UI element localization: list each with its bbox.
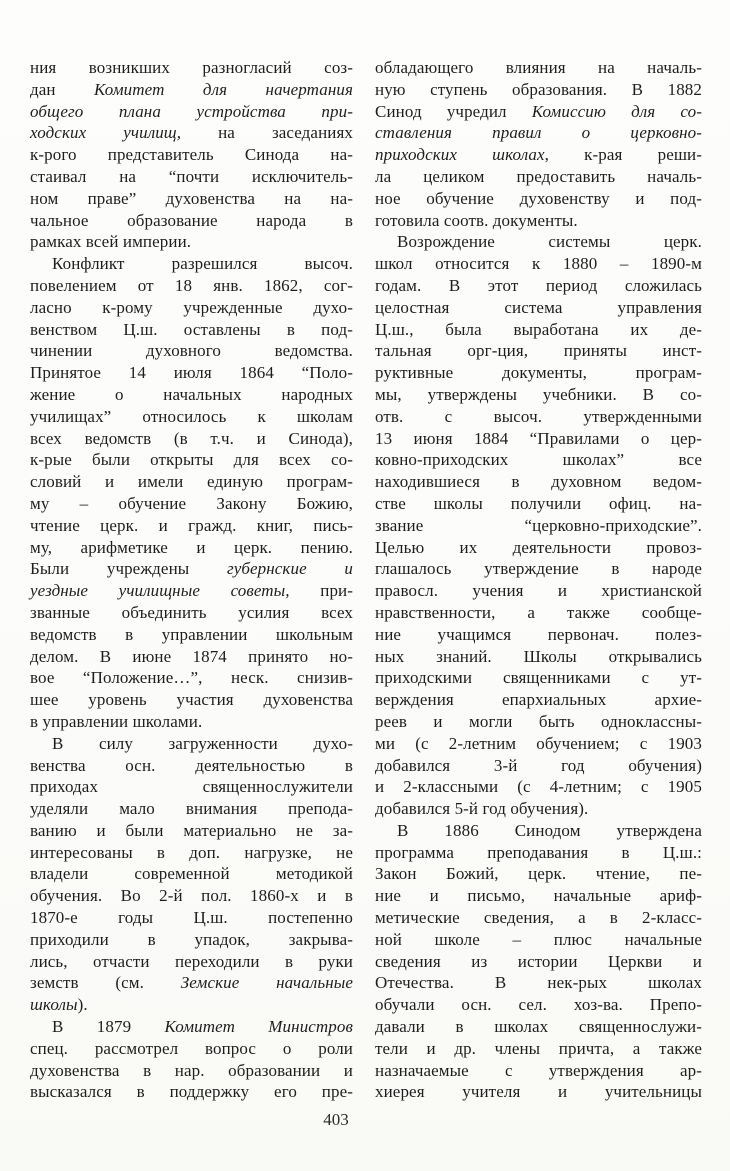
text-line <box>30 101 353 123</box>
text-run: венством Ц.ш. оставлены в под- <box>30 319 353 339</box>
italic-text-run: Комиссию для со- <box>531 101 702 121</box>
text-line <box>30 319 353 341</box>
text-run: приходах священнослужители <box>30 777 353 797</box>
text-line <box>30 144 353 166</box>
text-run: добавился 5-й год обучения). <box>375 799 589 819</box>
text-run: ной школе – плюс начальные <box>375 929 702 949</box>
text-run: мы, утверждены учебники. В со- <box>375 384 702 404</box>
text-line <box>375 624 702 646</box>
text-line <box>30 449 353 471</box>
text-run: ном праве” духовенства на на- <box>30 188 353 208</box>
text-run: ние и письмо, начальные ариф- <box>375 886 702 906</box>
text-line <box>30 406 353 428</box>
text-line <box>375 144 702 166</box>
text-line <box>375 646 702 668</box>
text-run: к-рого представитель Синода на- <box>30 145 353 165</box>
text-run: сведения из истории Церкви и <box>375 951 702 971</box>
italic-text-run: Земские начальные <box>180 973 353 993</box>
text-run: , к-рая реши- <box>544 145 702 165</box>
text-run: интересованы в доп. нагрузке, не <box>30 842 353 862</box>
text-column-left <box>30 57 353 1103</box>
text-line <box>30 798 353 820</box>
text-line <box>30 1038 353 1060</box>
text-line <box>30 602 353 624</box>
text-run: обладающего влияния на началь- <box>375 58 702 77</box>
text-run: уделяли мало внимания препода- <box>30 799 353 819</box>
text-line <box>30 275 353 297</box>
text-run: назначаемые с утверждения ар- <box>375 1060 702 1080</box>
text-run: чинении духовного ведомства. <box>30 341 353 361</box>
text-line <box>30 340 353 362</box>
text-line <box>375 776 702 798</box>
text-line <box>30 733 353 755</box>
text-run: ное обучение духовенству и под- <box>375 188 702 208</box>
text-line <box>375 449 702 471</box>
text-run: метические сведения, а в 2-класс- <box>375 908 702 928</box>
text-line <box>375 863 702 885</box>
text-line <box>30 820 353 842</box>
text-run: 1870-е годы Ц.ш. постепенно <box>30 908 353 928</box>
italic-text-run: ставления правил о церковно- <box>375 123 702 143</box>
text-line <box>30 580 353 602</box>
text-line <box>375 384 702 406</box>
text-run: ла целиком предоставить началь- <box>375 166 702 186</box>
text-line <box>375 558 702 580</box>
text-line <box>30 667 353 689</box>
text-line <box>30 885 353 907</box>
text-line <box>30 210 353 232</box>
text-run: высказался в поддержку его пре- <box>30 1082 353 1102</box>
page-number: 403 <box>323 1110 349 1129</box>
text-run: ми (с 2-летним обучением; с 1903 <box>375 733 702 753</box>
text-run: ния возникших разногласий соз- <box>30 58 353 77</box>
text-run: дан <box>30 79 95 99</box>
text-line <box>375 1081 702 1103</box>
text-line <box>30 972 353 994</box>
text-line <box>375 820 702 842</box>
text-run: духовенства в нар. образовании и <box>30 1060 353 1080</box>
text-line <box>30 907 353 929</box>
text-run: Ц.ш., была выработана их де- <box>375 319 702 339</box>
italic-text-run: Комитет для начертания <box>94 79 353 99</box>
text-run: и 2-классными (с 4-летним; с 1905 <box>375 777 702 797</box>
text-line <box>375 1060 702 1082</box>
text-line <box>30 297 353 319</box>
text-run: на заседаниях <box>181 123 353 143</box>
text-column-right <box>375 57 702 1103</box>
text-line <box>30 79 353 101</box>
text-line <box>375 471 702 493</box>
text-run: чальное образование народа в <box>30 210 353 230</box>
italic-text-run: общего плана устройства при- <box>30 101 353 121</box>
text-run: находившиеся в духовном ведом- <box>375 472 702 492</box>
text-run: му, арифметике и церк. пению. <box>30 537 353 557</box>
text-line <box>30 188 353 210</box>
text-run: Конфликт разрешился высоч. <box>52 254 353 274</box>
text-line <box>375 101 702 123</box>
text-line <box>30 428 353 450</box>
text-line <box>30 994 353 1016</box>
text-line <box>375 580 702 602</box>
text-run: В 1879 <box>52 1017 165 1037</box>
text-line <box>375 57 702 79</box>
text-run: Отечества. В нек-рых школах <box>375 973 702 993</box>
text-run: ковно-приходских школах” все <box>375 450 702 470</box>
text-run: реев и могли быть одноклассны- <box>375 711 702 731</box>
italic-text-run: школы <box>30 995 78 1015</box>
text-line <box>375 689 702 711</box>
text-line <box>375 755 702 777</box>
text-run: стве школы получили офиц. на- <box>375 493 702 513</box>
text-line <box>30 776 353 798</box>
text-line <box>375 210 702 232</box>
text-line <box>30 558 353 580</box>
text-run: отв. с высоч. утвержденными <box>375 406 702 426</box>
text-line <box>30 253 353 275</box>
text-run: нравственности, а также сообще- <box>375 602 702 622</box>
text-run: звание “церковно-приходские”. <box>375 515 702 535</box>
text-run: глашалось утверждение в народе <box>375 559 702 579</box>
text-line <box>30 624 353 646</box>
text-run: словий и имели единую програм- <box>30 472 353 492</box>
text-run: давали в школах священнослужи- <box>375 1017 702 1037</box>
text-run: Синод учредил <box>375 101 532 121</box>
text-run: руктивные документы, програм- <box>375 363 702 383</box>
text-line <box>375 907 702 929</box>
text-run: званные объединить усилия всех <box>30 602 353 622</box>
text-run: стаивал на “почти исключитель- <box>30 166 353 186</box>
text-line <box>375 253 702 275</box>
text-run: чтение церк. и гражд. книг, пись- <box>30 515 353 535</box>
text-line <box>30 166 353 188</box>
text-line <box>375 122 702 144</box>
text-line <box>30 231 353 253</box>
text-run: ванию и были материально не за- <box>30 820 353 840</box>
text-line <box>30 929 353 951</box>
text-line <box>375 166 702 188</box>
text-line <box>375 537 702 559</box>
text-run: ведомств в управлении школьным <box>30 624 353 644</box>
text-line <box>375 493 702 515</box>
text-line <box>375 1038 702 1060</box>
text-run: ную ступень образования. В 1882 <box>375 79 702 99</box>
text-run: тальная орг-ция, приняты инст- <box>375 341 702 361</box>
text-line <box>375 798 702 820</box>
text-run: рамках всей империи. <box>30 232 192 252</box>
text-run: добавился 3-й год обучения) <box>375 755 702 775</box>
text-line <box>30 384 353 406</box>
text-run: тели и др. члены причта, а также <box>375 1038 702 1058</box>
text-run: в управлении школами. <box>30 711 203 731</box>
text-line <box>30 1060 353 1082</box>
text-line <box>375 362 702 384</box>
text-line <box>375 1016 702 1038</box>
text-line <box>375 231 702 253</box>
text-line <box>375 428 702 450</box>
text-run: земств (см. <box>30 973 181 993</box>
text-run: ласно к-рому учрежденные духо- <box>30 297 353 317</box>
text-run: обучали осн. сел. хоз-ва. Препо- <box>375 995 702 1015</box>
text-line <box>30 537 353 559</box>
text-run: хиерея учителя и учительницы <box>375 1082 702 1102</box>
text-line <box>30 755 353 777</box>
text-line <box>375 842 702 864</box>
text-run: приходили в упадок, закрыва- <box>30 929 353 949</box>
text-line <box>375 297 702 319</box>
text-line <box>30 711 353 733</box>
italic-text-run: приходских школах <box>375 145 545 165</box>
text-run: владели современной методикой <box>30 864 353 884</box>
text-line <box>375 602 702 624</box>
italic-text-run: губернские и <box>226 559 353 579</box>
text-run: верждения епархиальных архие- <box>375 690 702 710</box>
text-run: ние учащимся первонач. полез- <box>375 624 702 644</box>
text-run: программа преподавания в Ц.ш.: <box>375 842 702 862</box>
text-run: венства осн. деятельностью в <box>30 755 353 775</box>
text-run: жение о начальных народных <box>30 384 353 404</box>
text-run: делом. В июне 1874 принято но- <box>30 646 353 666</box>
text-line <box>375 79 702 101</box>
text-line <box>375 319 702 341</box>
text-columns <box>30 57 702 1103</box>
text-line <box>375 972 702 994</box>
text-line <box>375 733 702 755</box>
text-run: Возрождение системы церк. <box>397 232 702 252</box>
text-line <box>30 471 353 493</box>
text-run: му – обучение Закону Божию, <box>30 493 353 513</box>
text-line <box>30 57 353 79</box>
text-line <box>30 646 353 668</box>
text-run: целостная система управления <box>375 297 702 317</box>
text-run: училищах” относилось к школам <box>30 406 353 426</box>
text-line <box>30 842 353 864</box>
italic-text-run: Комитет Министров <box>164 1017 353 1037</box>
text-run: Целью их деятельности провоз- <box>375 537 702 557</box>
text-run: приходскими священниками с ут- <box>375 668 702 688</box>
text-run: шее уровень участия духовенства <box>30 690 353 710</box>
text-run: при- <box>289 581 354 601</box>
text-line <box>375 340 702 362</box>
text-line <box>30 1081 353 1103</box>
text-line <box>30 951 353 973</box>
text-line <box>375 188 702 210</box>
text-run: к-рые были открыты для всех со- <box>30 450 353 470</box>
text-run: обучения. Во 2-й пол. 1860-х и в <box>30 886 353 906</box>
text-run: вое “Положение…”, неск. снизив- <box>30 668 353 688</box>
text-run: школ относится к 1880 – 1890-м <box>375 254 702 274</box>
text-run: лись, отчасти переходили в руки <box>30 951 353 971</box>
text-line <box>30 515 353 537</box>
text-line <box>375 711 702 733</box>
text-run: повелением от 18 янв. 1862, сог- <box>30 275 353 295</box>
text-line <box>30 689 353 711</box>
text-run: ). <box>77 995 88 1015</box>
text-line <box>375 885 702 907</box>
text-line <box>375 275 702 297</box>
text-run: В силу загруженности духо- <box>52 733 353 753</box>
text-run: В 1886 Синодом утверждена <box>397 820 702 840</box>
italic-text-run: ходских училищ, <box>30 123 182 143</box>
text-line <box>30 122 353 144</box>
text-line <box>375 667 702 689</box>
text-line <box>375 406 702 428</box>
text-run: Принятое 14 июля 1864 “Поло- <box>30 363 353 383</box>
text-run: годам. В этот период сложилась <box>375 275 702 295</box>
text-line <box>375 929 702 951</box>
text-run: Закон Божий, церк. чтение, пе- <box>375 864 702 884</box>
text-line <box>375 994 702 1016</box>
text-line <box>30 863 353 885</box>
text-line <box>375 515 702 537</box>
text-run: ных знаний. Школы открывались <box>375 646 702 666</box>
text-run: Были учреждены <box>30 559 227 579</box>
text-run: 13 июня 1884 “Правилами о цер- <box>375 428 702 448</box>
text-line <box>30 1016 353 1038</box>
text-run: всех ведомств (в т.ч. и Синода), <box>30 428 353 448</box>
text-line <box>30 493 353 515</box>
text-run: спец. рассмотрел вопрос о роли <box>30 1038 353 1058</box>
italic-text-run: уездные училищные советы, <box>30 581 290 601</box>
text-line <box>30 362 353 384</box>
text-line <box>375 951 702 973</box>
text-run: готовила соотв. документы. <box>375 210 578 230</box>
text-run: правосл. учения и христианской <box>375 581 702 601</box>
